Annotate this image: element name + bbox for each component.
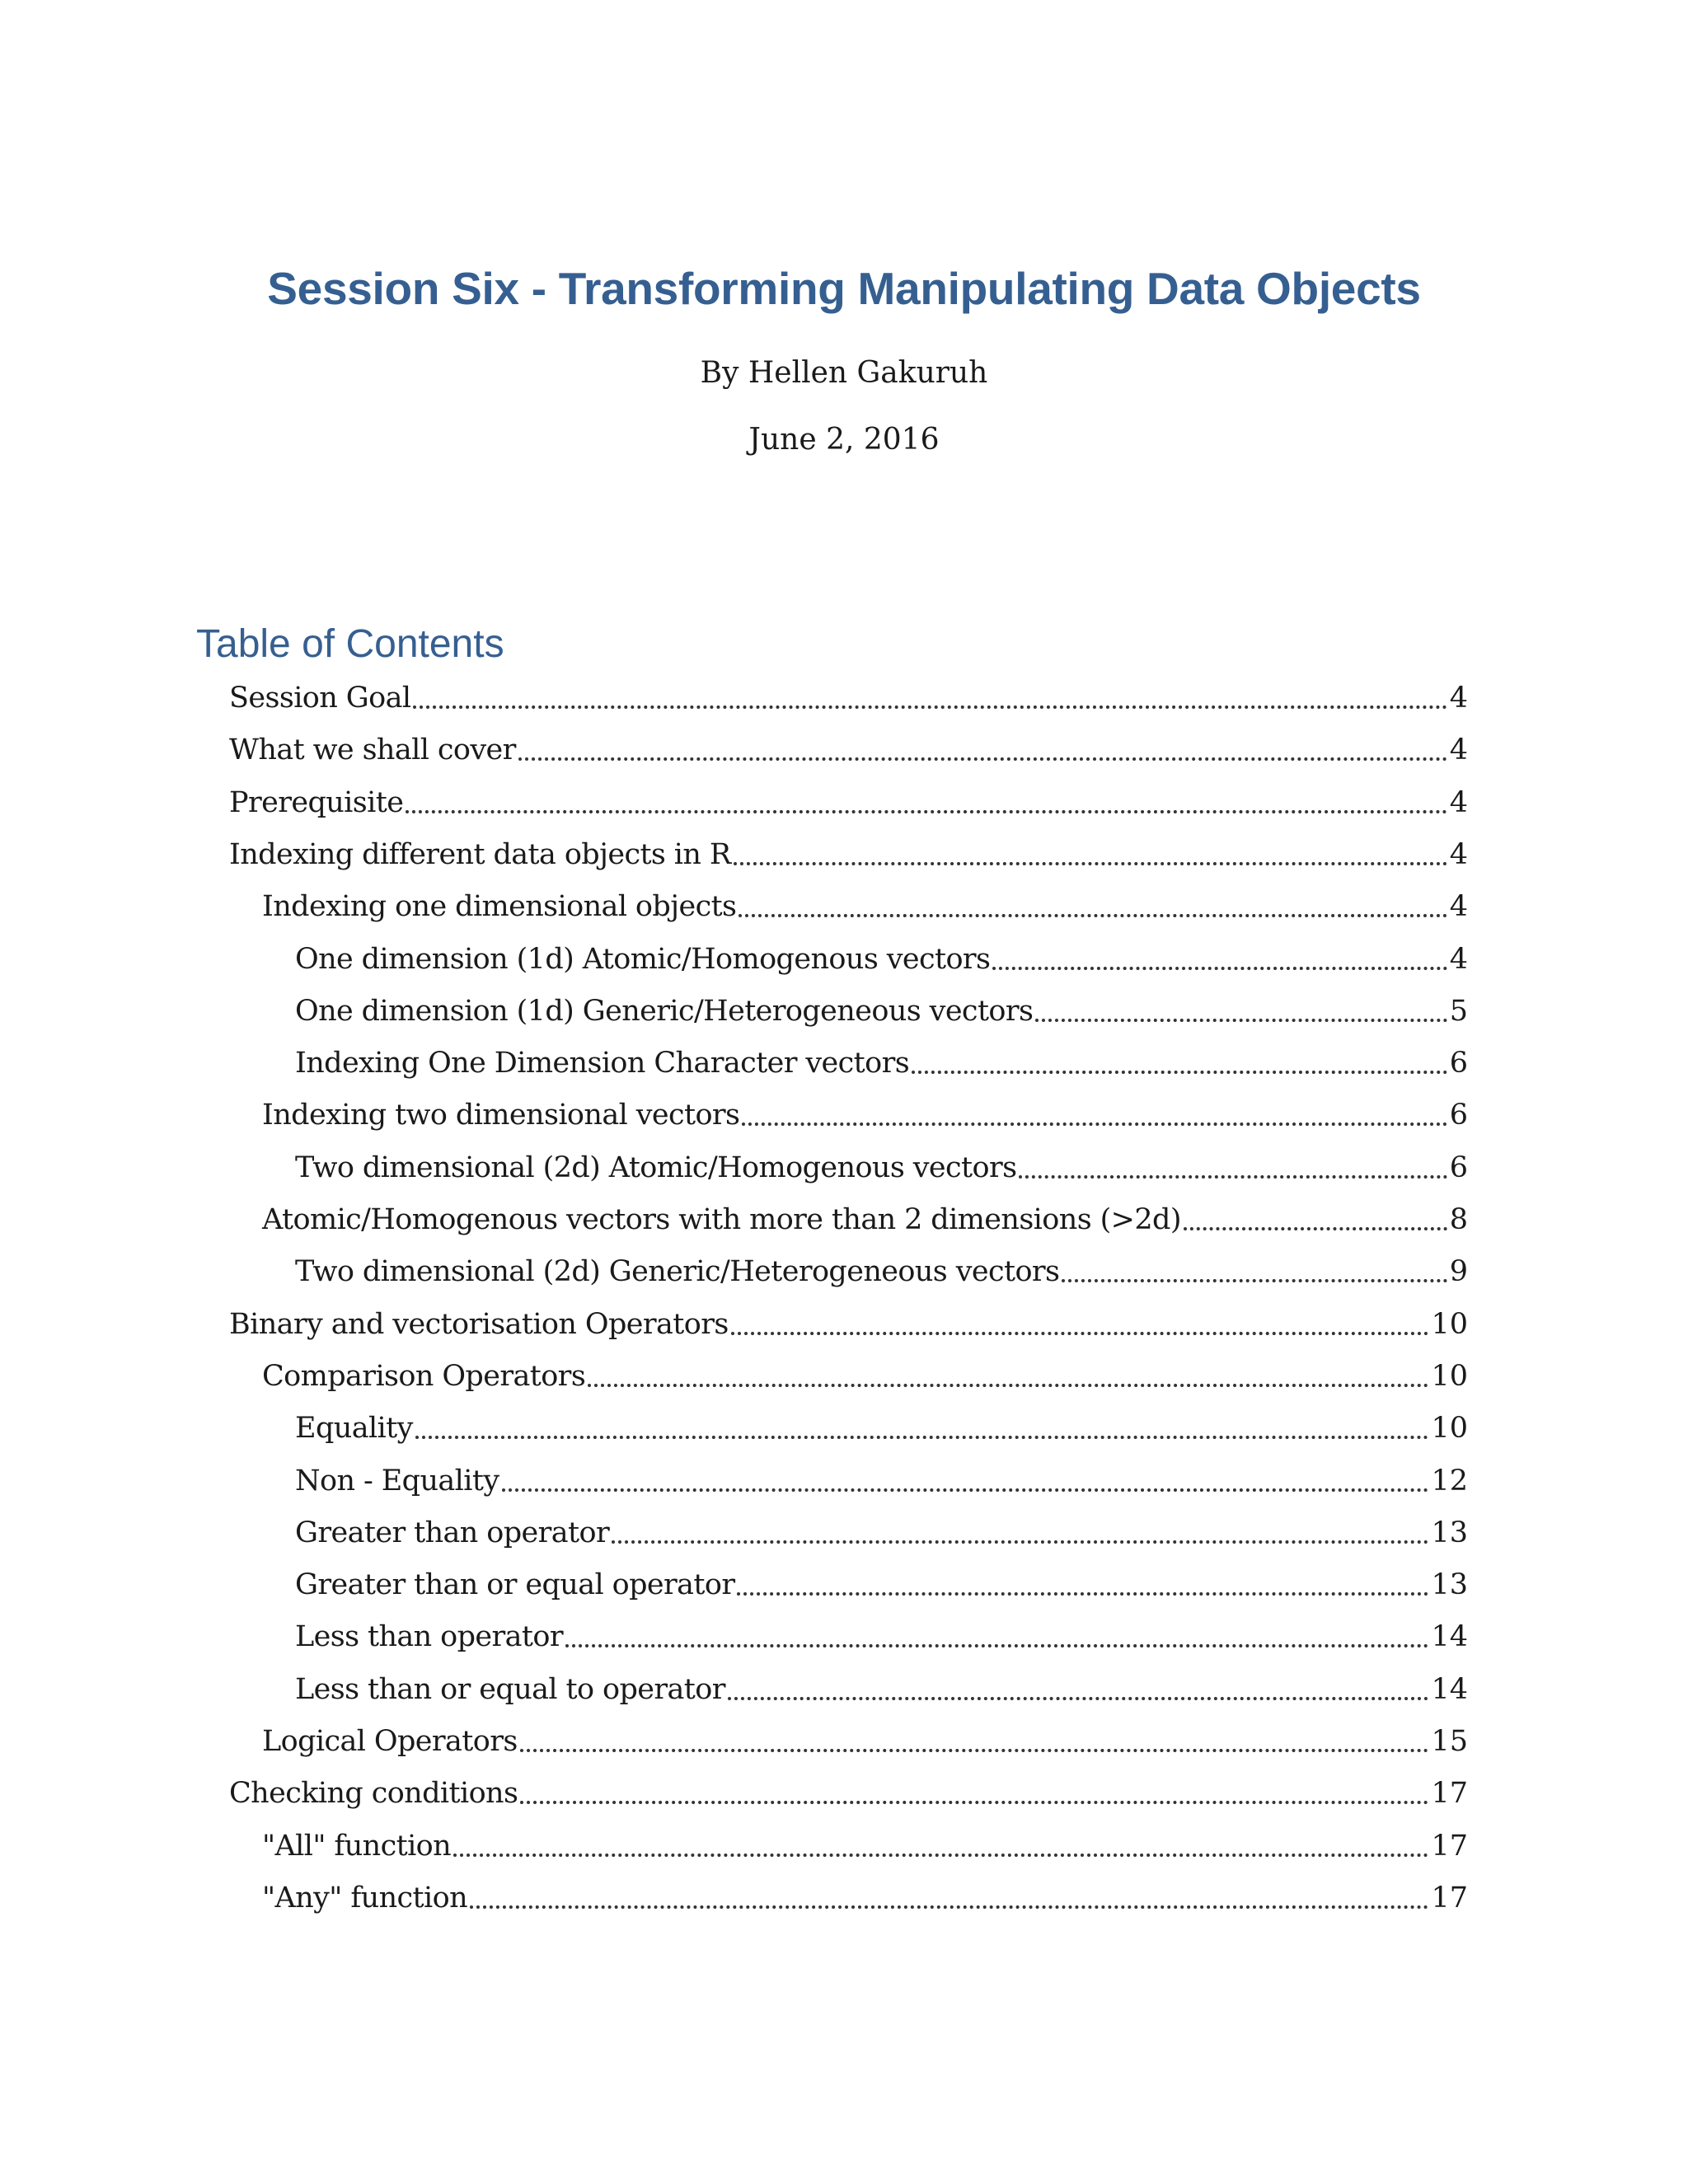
toc-entry-page-number: 4 — [1449, 733, 1468, 766]
toc-entry-page-number: 10 — [1431, 1412, 1468, 1445]
toc-entry-page-number: 17 — [1431, 1777, 1468, 1810]
toc-entry-page-number: 13 — [1431, 1516, 1468, 1549]
toc-entry-page-number: 17 — [1431, 1882, 1468, 1915]
toc-entry-label: Greater than operator — [295, 1516, 610, 1549]
toc-entry-label: Logical Operators — [262, 1725, 518, 1758]
toc-entry-label: Less than or equal to operator — [295, 1673, 725, 1706]
toc-entry-page-number: 14 — [1431, 1620, 1468, 1653]
toc-dot-leader — [734, 862, 1447, 865]
toc-entry-label: Prerequisite — [229, 786, 404, 819]
toc-entry[interactable] — [229, 782, 1468, 823]
toc-heading: Table of Contents — [196, 622, 504, 666]
toc-entry-label: Indexing different data objects in R — [229, 838, 731, 871]
toc-entry[interactable] — [229, 1773, 1468, 1814]
toc-entry-page-number: 4 — [1449, 786, 1468, 819]
toc-entry[interactable] — [295, 1564, 1468, 1605]
toc-entry-page-number: 6 — [1449, 1047, 1468, 1080]
toc-entry-label: One dimension (1d) Generic/Heterogeneous vectors — [295, 995, 1034, 1028]
toc-dot-leader — [1019, 1175, 1447, 1179]
toc-entry[interactable] — [295, 1147, 1468, 1188]
toc-entry-page-number: 15 — [1431, 1725, 1468, 1758]
toc-entry-label: Indexing One Dimension Character vectors — [295, 1047, 910, 1080]
toc-entry[interactable] — [295, 1251, 1468, 1292]
toc-entry-label: Indexing one dimensional objects — [262, 890, 737, 923]
toc-entry[interactable] — [295, 1043, 1468, 1084]
toc-entry[interactable] — [262, 1721, 1468, 1762]
toc-entry-page-number: 4 — [1449, 890, 1468, 923]
toc-dot-leader — [502, 1488, 1429, 1492]
toc-entry-page-number: 8 — [1449, 1203, 1468, 1236]
toc-dot-leader — [520, 1749, 1429, 1752]
toc-entry-page-number: 17 — [1431, 1830, 1468, 1863]
toc-dot-leader — [520, 1801, 1428, 1804]
toc-entry-label: Checking conditions — [229, 1777, 518, 1810]
toc-dot-leader — [742, 1122, 1447, 1126]
toc-entry-label: "Any" function — [262, 1882, 468, 1915]
toc-entry[interactable] — [262, 886, 1468, 927]
toc-dot-leader — [731, 1332, 1429, 1335]
toc-dot-leader — [518, 757, 1447, 761]
toc-entry[interactable] — [229, 1304, 1468, 1345]
toc-entry[interactable] — [295, 1512, 1468, 1554]
toc-dot-leader — [738, 914, 1447, 917]
toc-entry[interactable] — [229, 677, 1468, 719]
toc-entry-label: Indexing two dimensional vectors — [262, 1099, 740, 1132]
toc-entry[interactable] — [295, 939, 1468, 980]
toc-entry[interactable] — [295, 1616, 1468, 1657]
toc-dot-leader — [565, 1644, 1428, 1647]
toc-dot-leader — [453, 1854, 1428, 1857]
document-author: By Hellen Gakuruh — [700, 356, 988, 390]
toc-entry-label: Greater than or equal operator — [295, 1568, 735, 1601]
toc-entry-label: "All" function — [262, 1830, 452, 1863]
toc-dot-leader — [737, 1592, 1428, 1596]
toc-entry-label: Two dimensional (2d) Generic/Heterogeneous vectors — [295, 1255, 1060, 1288]
toc-entry-label: Equality — [295, 1412, 413, 1445]
toc-dot-leader — [470, 1905, 1428, 1909]
toc-dot-leader — [1035, 1019, 1447, 1022]
toc-dot-leader — [413, 705, 1447, 709]
toc-entry[interactable] — [262, 1094, 1468, 1136]
toc-entry-page-number: 12 — [1431, 1465, 1468, 1497]
toc-entry-page-number: 6 — [1449, 1099, 1468, 1132]
toc-entry-page-number: 10 — [1431, 1360, 1468, 1393]
toc-entry-page-number: 5 — [1449, 995, 1468, 1028]
toc-entry[interactable] — [262, 1877, 1468, 1919]
toc-entry[interactable] — [262, 1199, 1468, 1240]
toc-entry-label: What we shall cover — [229, 733, 516, 766]
toc-dot-leader — [1184, 1227, 1447, 1230]
toc-dot-leader — [588, 1384, 1428, 1387]
toc-entry[interactable] — [229, 834, 1468, 875]
toc-entry[interactable] — [262, 1825, 1468, 1867]
toc-entry-page-number: 13 — [1431, 1568, 1468, 1601]
toc-entry[interactable] — [295, 1669, 1468, 1710]
toc-entry-page-number: 4 — [1449, 838, 1468, 871]
toc-entry-label: Comparison Operators — [262, 1360, 586, 1393]
toc-entry-label: Binary and vectorisation Operators — [229, 1308, 729, 1341]
document-title: Session Six - Transforming Manipulating Data Objects — [267, 263, 1421, 314]
toc-dot-leader — [728, 1697, 1429, 1700]
toc-entry-label: Less than operator — [295, 1620, 563, 1653]
toc-entry-page-number: 14 — [1431, 1673, 1468, 1706]
toc-entry-label: Atomic/Homogenous vectors with more than 2 dimensions (>2d) — [262, 1203, 1181, 1236]
toc-entry[interactable] — [262, 1356, 1468, 1397]
toc-entry-page-number: 6 — [1449, 1151, 1468, 1184]
toc-dot-leader — [612, 1540, 1428, 1544]
toc-entry[interactable] — [229, 729, 1468, 771]
toc-entry-page-number: 10 — [1431, 1308, 1468, 1341]
toc-entry-label: Session Goal — [229, 682, 411, 715]
toc-entry[interactable] — [295, 991, 1468, 1032]
toc-entry-label: Two dimensional (2d) Atomic/Homogenous vectors — [295, 1151, 1017, 1184]
toc-dot-leader — [1062, 1279, 1447, 1282]
toc-entry-page-number: 4 — [1449, 682, 1468, 715]
toc-dot-leader — [912, 1071, 1447, 1074]
toc-entry-page-number: 9 — [1449, 1255, 1468, 1288]
toc-dot-leader — [406, 810, 1447, 813]
toc-dot-leader — [992, 967, 1447, 970]
toc-entry-label: Non - Equality — [295, 1465, 499, 1497]
document-date: June 2, 2016 — [748, 423, 940, 457]
toc-entry-page-number: 4 — [1449, 943, 1468, 976]
toc-entry[interactable] — [295, 1460, 1468, 1502]
toc-dot-leader — [415, 1436, 1429, 1439]
toc-entry[interactable] — [295, 1408, 1468, 1449]
toc-entry-label: One dimension (1d) Atomic/Homogenous vectors — [295, 943, 991, 976]
